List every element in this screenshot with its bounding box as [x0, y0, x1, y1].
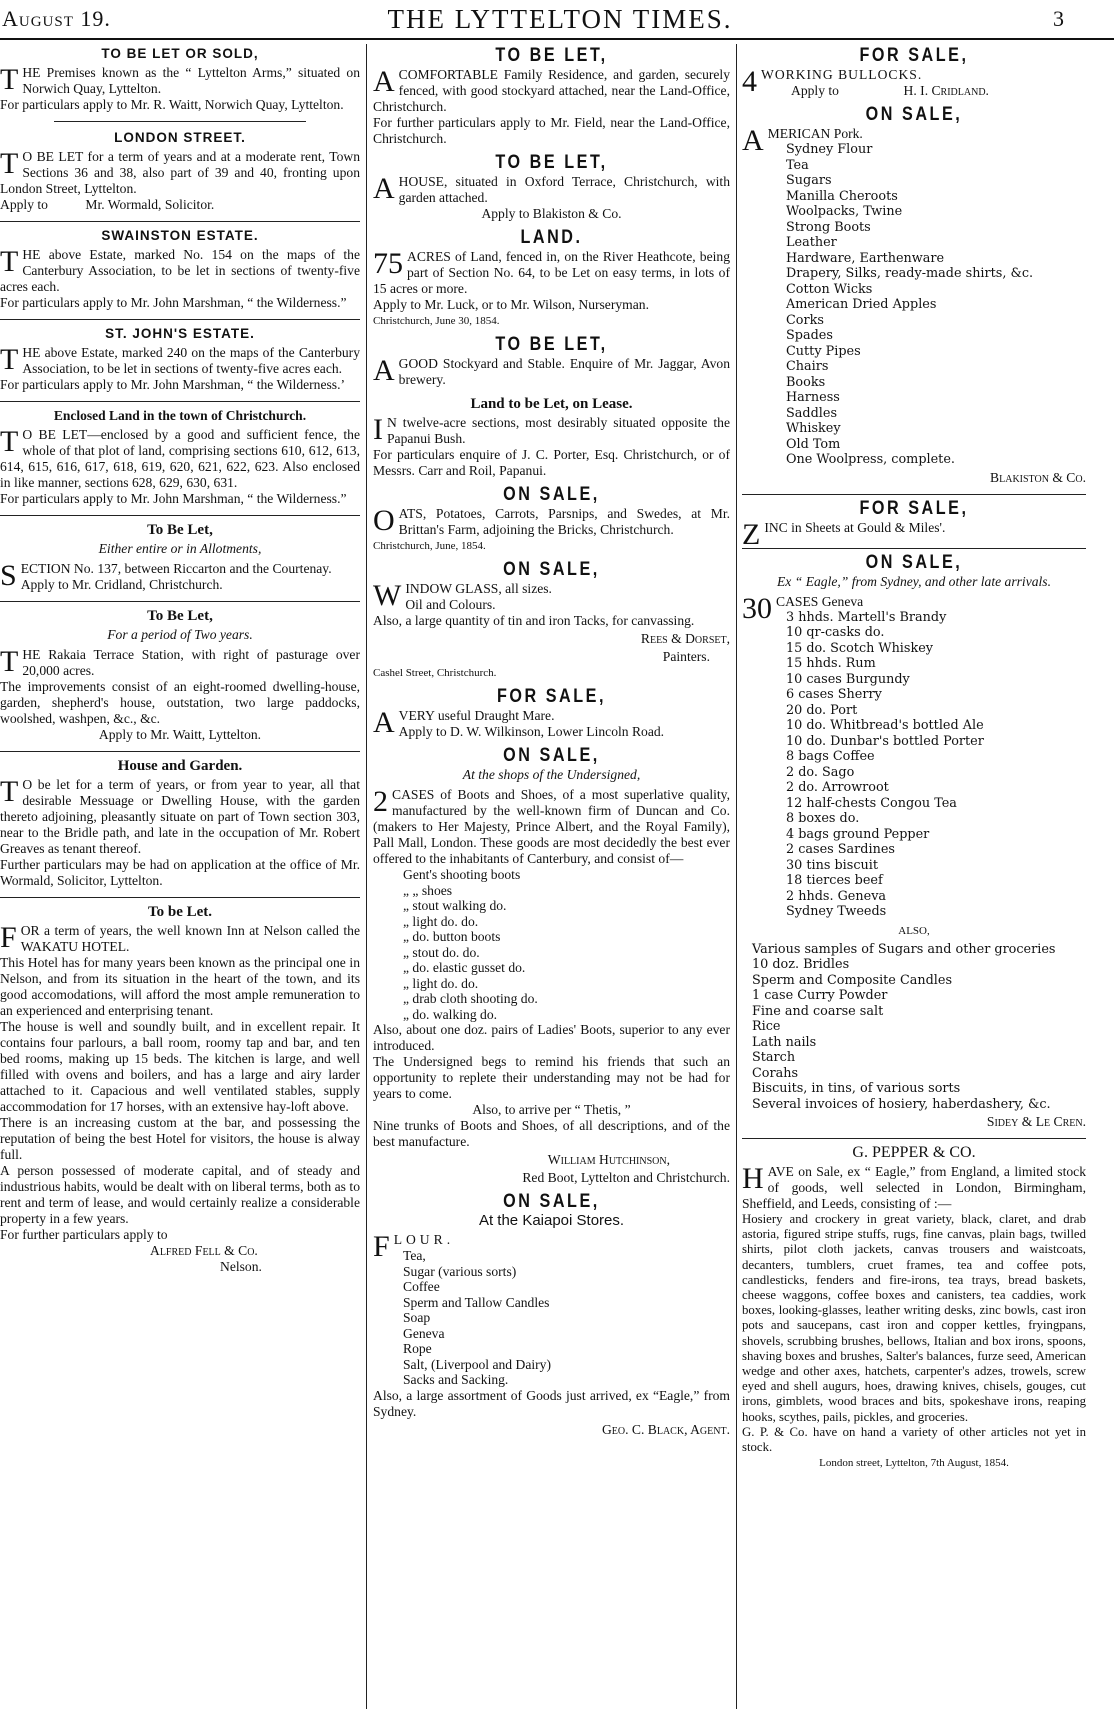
drop-cap: S — [0, 559, 17, 592]
advert-signature: William Hutchinson, — [547, 1152, 670, 1167]
list-item: Geneva — [403, 1325, 445, 1341]
advert — [373, 396, 730, 479]
drop-cap: 75 — [373, 247, 403, 280]
advert-body: 4 WORKING BULLOCKS. — [742, 65, 923, 98]
advert-text: Hosiery and crockery in great variety, black, claret, and drab astoria, figured stripe stuffs, rugs, fine canvas, plain bags, twilled shirts, pilot cloth jackets, canvas trousers and waistcoats, decanters, tumblers, cruet frames, tea and coffee pots, candlesticks, fenders and fire-irons, tea trays, bread baskets, cheese waggons, coffee boxes and canisters, tea caddies, work boxes, looking-glasses, leather writing desks, zinc bowls, cast iron pots and saucepans, cast iron and copper kettles, fryingpans, shovels, scrubbing brushes, bellows, Italian and box irons, spoons, shaving boxes and brushes, Salter's balances, furze seed, American wedge and other axes, hatchets, carpenter's adzes, trowels, screw eyed and shell augurs, hoes, drawing knives, chisels, gouges, cut irons, gimblets, wood braces and bits, spokeshave irons, reaping hooks, scythes, pails, pickles, and groceries. — [742, 1212, 1086, 1424]
list-item: Sacks and Sacking. — [403, 1372, 509, 1387]
advert-text: A person possessed of moderate capital, and of steady and industrious habits, would be dealt with on liberal terms, both as to rent and term of lease, and would certainly realize a considerable property in a few years. — [0, 1163, 360, 1226]
list-item: Strong Boots — [786, 219, 871, 235]
list-item: Tea, — [403, 1248, 426, 1263]
advert — [0, 904, 360, 1275]
advert-heading: ON SALE, — [503, 1191, 600, 1212]
advert-text: G. P. & Co. have on hand a variety of other articles not yet in stock. — [742, 1424, 1086, 1455]
advert-heading: LAND. — [520, 227, 583, 248]
advert — [0, 46, 360, 113]
list-item: 2 do. Arrowroot — [786, 780, 889, 795]
advert — [373, 559, 730, 681]
list-item: Old Tom — [786, 436, 841, 452]
advert — [373, 45, 730, 147]
list-item: Books — [786, 374, 826, 390]
advert-body: T O BE LET—enclosed by a good and sufficient fence, the whole of that plot of land, comprising sections 610, 612, 613, 614, 615, 616, 617, 618, 619, 620, 621, 622, 623. Also enclosed in like manner, sections 628, 629, 630, 631. — [0, 425, 360, 490]
advert-heading: TO BE LET, — [495, 152, 608, 173]
column-1 — [0, 44, 360, 1283]
advert — [0, 522, 360, 593]
advert — [373, 152, 730, 222]
advert-subheading: For a period of Two years. — [107, 627, 253, 642]
advert-heading: Land to be Let, on Lease. — [470, 396, 633, 412]
list-item: Lath nails — [752, 1034, 817, 1050]
drop-cap: H — [742, 1162, 764, 1195]
drop-cap: T — [0, 147, 19, 180]
advert-body: ZINC in Sheets at Gould & Miles'. — [742, 517, 946, 551]
list-item: Spades — [786, 328, 833, 343]
advert-signature: Sidey & Le Cren. — [986, 1114, 1086, 1129]
advert-heading: FOR SALE, — [859, 497, 969, 519]
item-list — [373, 867, 730, 1022]
advert-contact: For particulars apply to Mr. John Marshman, “ the Wilderness.’ — [0, 377, 346, 392]
list-item: Various samples of Sugars and other groceries — [752, 941, 1056, 957]
list-item: Rope — [403, 1341, 432, 1356]
drop-cap: T — [0, 245, 19, 278]
advert-heading: FOR SALE, — [496, 686, 607, 707]
advert-heading: TO BE LET OR SOLD, — [101, 46, 259, 61]
advert-signature-role: Painters. — [662, 649, 710, 664]
advert-heading: ON SALE, — [503, 559, 600, 580]
advert-signature: Geo. C. Black, Agent. — [601, 1421, 730, 1437]
list-item: 2 cases Sardines — [786, 842, 895, 857]
advert-dateline: Christchurch, June 30, 1854. — [373, 315, 500, 327]
advert-body: FLOUR. — [373, 1230, 455, 1263]
advert-heading: ON SALE, — [865, 551, 963, 573]
drop-cap: F — [373, 1230, 390, 1263]
list-item: Saddles — [786, 405, 838, 421]
list-item: Starch — [752, 1050, 796, 1065]
list-item: 4 bags ground Pepper — [786, 826, 930, 842]
advert-contact: For particulars enquire of J. C. Porter, Esq. Christchurch, or of Messrs. Carr and Roil, Papanui. — [373, 447, 730, 478]
list-item: Corahs — [752, 1065, 799, 1081]
advert-heading: To Be Let, — [147, 522, 213, 538]
item-list — [742, 142, 1086, 468]
drop-cap: I — [373, 413, 383, 446]
list-item: 8 boxes do. — [786, 811, 860, 826]
list-item: 2 do. Sago — [786, 764, 855, 780]
list-item: 15 hhds. Rum — [786, 656, 876, 671]
advert-body: HAVE on Sale, ex “ Eagle,” from England, a limited stock of goods, well selected in London, Birmingham, Sheffield, and Leeds, consisting of :— — [742, 1162, 1086, 1211]
drop-cap: T — [0, 425, 19, 458]
divider — [0, 751, 360, 752]
advert — [742, 45, 1086, 99]
divider — [54, 121, 306, 122]
advert — [0, 326, 360, 393]
drop-cap: T — [0, 343, 19, 376]
advert-place: Nelson. — [220, 1259, 262, 1274]
drop-cap: T — [0, 63, 19, 96]
divider — [0, 319, 360, 320]
advert-subheading: Either entire or in Allotments, — [98, 541, 262, 556]
advert-body: 75 ACRES of Land, fenced in, on the River Heathcote, being part of Section No. 64, to be Let on easy terms, in lots of 15 acres or more. — [373, 247, 730, 296]
advert-subheading: At the Kaiapoi Stores. — [478, 1212, 625, 1229]
list-item: 10 cases Burgundy — [786, 671, 910, 687]
drop-cap: T — [0, 645, 19, 678]
advert — [373, 1191, 730, 1438]
advert-text: Oil and Colours. — [405, 597, 496, 612]
drop-cap: A — [373, 65, 395, 98]
list-item: Sperm and Tallow Candles — [403, 1294, 550, 1310]
advert-body: 2 CASES of Boots and Shoes, of a most superlative quality, manufactured by the well-known firm of Duncan and Co. (makers to Her Majesty, Prince Albert, and the Royal Family), Pall Mall, London. These goods are most decidedly the best ever offered to the inhabitants of Canterbury, and consist of— — [373, 785, 730, 866]
advert — [0, 228, 360, 311]
advert-body: SECTION No. 137, between Riccarton and the Courtenay. — [0, 559, 332, 592]
advert — [742, 1145, 1086, 1471]
advert-heading: SWAINSTON ESTATE. — [101, 228, 259, 243]
drop-cap: Z — [742, 517, 761, 551]
column-divider — [366, 44, 367, 1709]
advert-body: AVERY useful Draught Mare. — [373, 706, 555, 739]
advert-body: THE Rakaia Terrace Station, with right of pasturage over 20,000 acres. — [0, 645, 360, 678]
advert-heading: G. PEPPER & CO. — [852, 1144, 976, 1161]
list-item: One Woolpress, complete. — [786, 452, 955, 467]
list-item: Soap — [403, 1310, 431, 1325]
list-item: „ drab cloth shooting do. — [403, 991, 538, 1006]
list-item: 20 do. Port — [786, 702, 858, 718]
list-item: Sugar (various sorts) — [403, 1263, 517, 1279]
advert — [0, 130, 360, 213]
divider — [0, 897, 360, 898]
advert-heading: FOR SALE, — [859, 45, 969, 66]
advert-body: AHOUSE, situated in Oxford Terrace, Christchurch, with garden attached. — [373, 172, 730, 205]
advert-contact: For particulars apply to Mr. R. Waitt, Norwich Quay, Lyttelton. — [0, 97, 344, 112]
list-item: 10 do. Dunbar's bottled Porter — [786, 733, 984, 749]
drop-cap: T — [0, 775, 19, 808]
advert-body: THE Premises known as the “ Lyttelton Arms,” situated on Norwich Quay, Lyttelton. — [0, 63, 360, 96]
advert-heading: ON SALE, — [503, 484, 600, 505]
advert — [742, 497, 1086, 551]
list-item: „ do. button boots — [403, 929, 501, 944]
advert — [0, 408, 360, 507]
list-item: 10 qr-casks do. — [786, 625, 885, 640]
drop-cap: A — [373, 172, 395, 205]
advert — [0, 758, 360, 889]
list-item: „ do. walking do. — [403, 1006, 498, 1022]
advert-subheading: At the shops of the Undersigned, — [462, 767, 641, 782]
list-item: 30 tins biscuit — [786, 857, 878, 873]
advert-contact: Apply to Mr. Wormald, Solicitor. — [0, 197, 215, 212]
list-item: 10 do. Whitbread's bottled Ale — [786, 718, 984, 733]
advert — [373, 686, 730, 740]
advert-heading: To Be Let, — [147, 608, 213, 624]
drop-cap: F — [0, 921, 17, 954]
item-list — [742, 610, 1086, 920]
advert-address: Cashel Street, Christchurch. — [373, 667, 497, 679]
page-number: 3 — [1053, 6, 1064, 31]
advert-body: FOR a term of years, the well known Inn at Nelson called the WAKATU HOTEL. — [0, 921, 360, 954]
list-item: 15 do. Scotch Whiskey — [786, 640, 934, 656]
drop-cap: O — [373, 504, 395, 537]
advert — [0, 608, 360, 743]
advert-body: AMERICAN Pork. — [742, 124, 863, 157]
list-item: Several invoices of hosiery, haberdashery, &c. — [752, 1096, 1051, 1112]
column-2 — [373, 44, 730, 1446]
advert-address: Red Boot, Lyttelton and Christchurch. — [522, 1170, 730, 1185]
advert-text: For further particulars apply to — [0, 1227, 168, 1242]
advert-signature: Blakiston & Co. — [990, 469, 1086, 485]
masthead-rule — [0, 38, 1114, 40]
drop-cap: W — [373, 579, 402, 612]
column-3 — [742, 44, 1086, 1479]
list-item: Chairs — [786, 359, 829, 374]
advert-heading: House and Garden. — [117, 758, 243, 774]
divider — [0, 601, 360, 602]
advert — [373, 227, 730, 329]
advert-heading: To be Let. — [147, 904, 213, 920]
advert-text: Also, a large assortment of Goods just arrived, ex “Eagle,” from Sydney. — [373, 1387, 730, 1419]
newspaper-title: THE LYTTELTON TIMES. — [387, 4, 733, 34]
advert — [742, 551, 1086, 1131]
advert-text: The house is well and soundly built, and in excellent repair. It contains four parlours, a ball room, roomy tap and bar, and ten bed rooms, making up 15 beds. The kitchen is large, and well filled with ovens and boilers, and has a large and airy larder attached to it. Capacious and well ventilated stables, supply accommodation for 17 horses, with an extensive hay-loft above. — [0, 1019, 360, 1114]
drop-cap: A — [742, 124, 764, 157]
divider — [0, 515, 360, 516]
list-item: Drapery, Silks, ready-made shirts, &c. — [786, 266, 1034, 281]
list-item: 2 hhds. Geneva — [786, 888, 887, 904]
list-item: 6 cases Sherry — [786, 687, 882, 702]
advert-contact: Apply to H. I. Cridland. — [791, 83, 989, 98]
list-item: Leather — [786, 235, 837, 250]
advert-heading: ON SALE, — [503, 745, 600, 766]
advert-heading: ST. JOHN'S ESTATE. — [105, 326, 255, 341]
list-item: Hardware, Earthenware — [786, 250, 945, 266]
advert-body: I N twelve-acre sections, most desirably situated opposite the Papanui Bush. — [373, 413, 730, 446]
advert-address: London street, Lyttelton, 7th August, 1854. — [819, 1457, 1009, 1470]
drop-cap: A — [373, 354, 395, 387]
advert-contact: For further particulars apply to Mr. Field, near the Land-Office, Christchurch. — [373, 115, 730, 146]
list-item: 8 bags Coffee — [786, 749, 875, 764]
advert-body: ACOMFORTABLE Family Residence, and garden, securely fenced, with good stockyard attached, near the Land-Office, Christchurch. — [373, 65, 730, 114]
advert-contact: Apply to Blakiston & Co. — [481, 206, 622, 221]
list-item: Coffee — [403, 1279, 440, 1294]
advert-body: WINDOW GLASS, all sizes. — [373, 579, 552, 612]
advert-contact: For particulars apply to Mr. John Marshman, “ the Wilderness.” — [0, 491, 347, 506]
advert-text: Also, a large quantity of tin and iron Tacks, for canvassing. — [373, 613, 695, 628]
advert-text: There is an increasing custom at the bar, and possessing the reputation of being the best Hotel for visitors, the house is alway full. — [0, 1115, 360, 1162]
advert-body: AGOOD Stockyard and Stable. Enquire of Mr. Jaggar, Avon brewery. — [373, 354, 730, 387]
divider — [742, 548, 1086, 549]
list-item: „ do. elastic gusset do. — [403, 960, 526, 975]
list-item: „ light do. do. — [403, 975, 479, 991]
divider — [0, 221, 360, 222]
list-item: Sugars — [786, 173, 832, 188]
advert-contact: Further particulars may be had on application at the office of Mr. Wormald, Solicitor, Lyttelton. — [0, 857, 360, 888]
drop-cap: A — [373, 706, 395, 739]
list-item: „ „ shoes — [403, 882, 453, 898]
advert-contact: Apply to D. W. Wilkinson, Lower Lincoln Road. — [398, 724, 665, 739]
drop-cap: 2 — [373, 785, 388, 818]
advert-body: T O be let for a term of years, or from year to year, all that desirable Messuage or Dwelling House, with the garden thereto adjoining, pleasantly situate on part of Town section 303, near to the Bridle path, and late in the occupation of Mr. Robert Greaves as tenant thereof. — [0, 775, 360, 856]
list-item: 18 tierces beef — [786, 873, 883, 888]
list-item: Biscuits, in tins, of various sorts — [752, 1081, 961, 1096]
advert-heading: Enclosed Land in the town of Christchurch. — [53, 408, 307, 423]
column-divider — [736, 44, 737, 1709]
list-item: Corks — [786, 312, 824, 328]
list-item: Sydney Flour — [786, 142, 873, 157]
advert-body: OATS, Potatoes, Carrots, Parsnips, and Swedes, at Mr. Brittan's Farm, adjoining the Bricks, Christchurch. — [373, 504, 730, 537]
advert-text: The Undersigned begs to remind his friends that such an opportunity to replete their understanding may not be had for years to come. — [373, 1054, 730, 1101]
divider — [742, 1138, 1086, 1139]
advert-heading: TO BE LET, — [495, 45, 608, 66]
list-item: Whiskey — [786, 421, 841, 436]
list-item: Manilla Cheroots — [786, 188, 898, 204]
advert-contact: Apply to Mr. Waitt, Lyttelton. — [98, 727, 262, 742]
list-item: Rice — [752, 1019, 781, 1034]
advert — [373, 745, 730, 1186]
advert-text: This Hotel has for many years been known as the principal one in Nelson, and from its situation in the heart of the town, and its good accomodations, will afford the most ample remuneration to an experienced and enterprising tenant. — [0, 955, 360, 1018]
issue-date: August 19. — [2, 6, 111, 31]
advert — [373, 484, 730, 554]
list-item: Tea — [786, 157, 809, 173]
advert-text: Also, about one doz. pairs of Ladies' Boots, superior to any ever introduced. — [373, 1022, 730, 1053]
advert-dateline: Christchurch, June, 1854. — [373, 540, 486, 552]
list-item: Sydney Tweeds — [786, 904, 887, 919]
advert — [373, 334, 730, 388]
advert-signature: Rees & Dorset, — [640, 631, 730, 646]
advert — [742, 104, 1086, 486]
masthead — [0, 0, 1114, 40]
list-item: Harness — [786, 390, 840, 405]
advert-body: THE above Estate, marked 240 on the maps of the Canterbury Association, to be let in sections of twenty-five acres each. — [0, 343, 360, 376]
list-item: 12 half-chests Congou Tea — [786, 795, 957, 811]
list-item: Salt, (Liverpool and Dairy) — [403, 1356, 551, 1372]
item-list — [373, 1248, 730, 1388]
advert-heading: ON SALE, — [865, 104, 963, 125]
advert-text: Also, to arrive per “ Thetis, ” — [472, 1102, 631, 1117]
advert-signature: Alfred Fell & Co. — [150, 1243, 258, 1258]
advert-heading: LONDON STREET. — [114, 130, 246, 145]
drop-cap: 4 — [742, 65, 757, 98]
item-list — [742, 942, 1086, 1113]
divider — [0, 401, 360, 402]
advert-body: THE above Estate, marked No. 154 on the maps of the Canterbury Association, to be let in sections of twenty-five acres each. — [0, 245, 360, 294]
list-item: „ stout do. do. — [403, 944, 480, 960]
advert-text: The improvements consist of an eight-roomed dwelling-house, garden, shepherd's house, outstation, two large paddocks, woolshed, washpen, &c., &c. — [0, 679, 360, 726]
list-item: Cutty Pipes — [786, 343, 861, 359]
list-item: American Dried Apples — [786, 297, 937, 312]
advert-text: Nine trunks of Boots and Shoes, of all descriptions, and of the best manufacture. — [373, 1118, 730, 1149]
list-item: 3 hhds. Martell's Brandy — [786, 609, 947, 625]
advert-contact: Apply to Mr. Luck, or to Mr. Wilson, Nurseryman. — [373, 297, 649, 312]
list-item: „ light do. do. — [403, 913, 479, 929]
list-item: 1 case Curry Powder — [752, 988, 888, 1003]
list-item: Fine and coarse salt — [752, 1003, 884, 1019]
advert-heading: TO BE LET, — [495, 334, 608, 355]
advert-contact: Apply to Mr. Cridland, Christchurch. — [20, 577, 223, 592]
list-item: Gent's shooting boots — [403, 867, 521, 882]
drop-cap: 30 — [742, 591, 772, 625]
advert-subheading: Ex “ Eagle,” from Sydney, and other late arrivals. — [777, 573, 1051, 589]
list-item: 10 doz. Bridles — [752, 957, 850, 972]
also-label: ALSO, — [898, 924, 930, 937]
divider — [742, 494, 1086, 495]
list-item: Cotton Wicks — [786, 281, 873, 297]
advert-contact: For particulars apply to Mr. John Marshman, “ the Wilderness.” — [0, 295, 347, 310]
list-item: „ stout walking do. — [403, 898, 507, 913]
advert-body: T O BE LET for a term of years and at a moderate rent, Town Sections 36 and 38, also part of 39 and 40, fronting upon London Street, Lyttelton. — [0, 147, 360, 196]
advert-body: 30 CASES Geneva — [742, 591, 864, 625]
list-item: Sperm and Composite Candles — [752, 972, 953, 988]
list-item: Woolpacks, Twine — [786, 204, 903, 219]
